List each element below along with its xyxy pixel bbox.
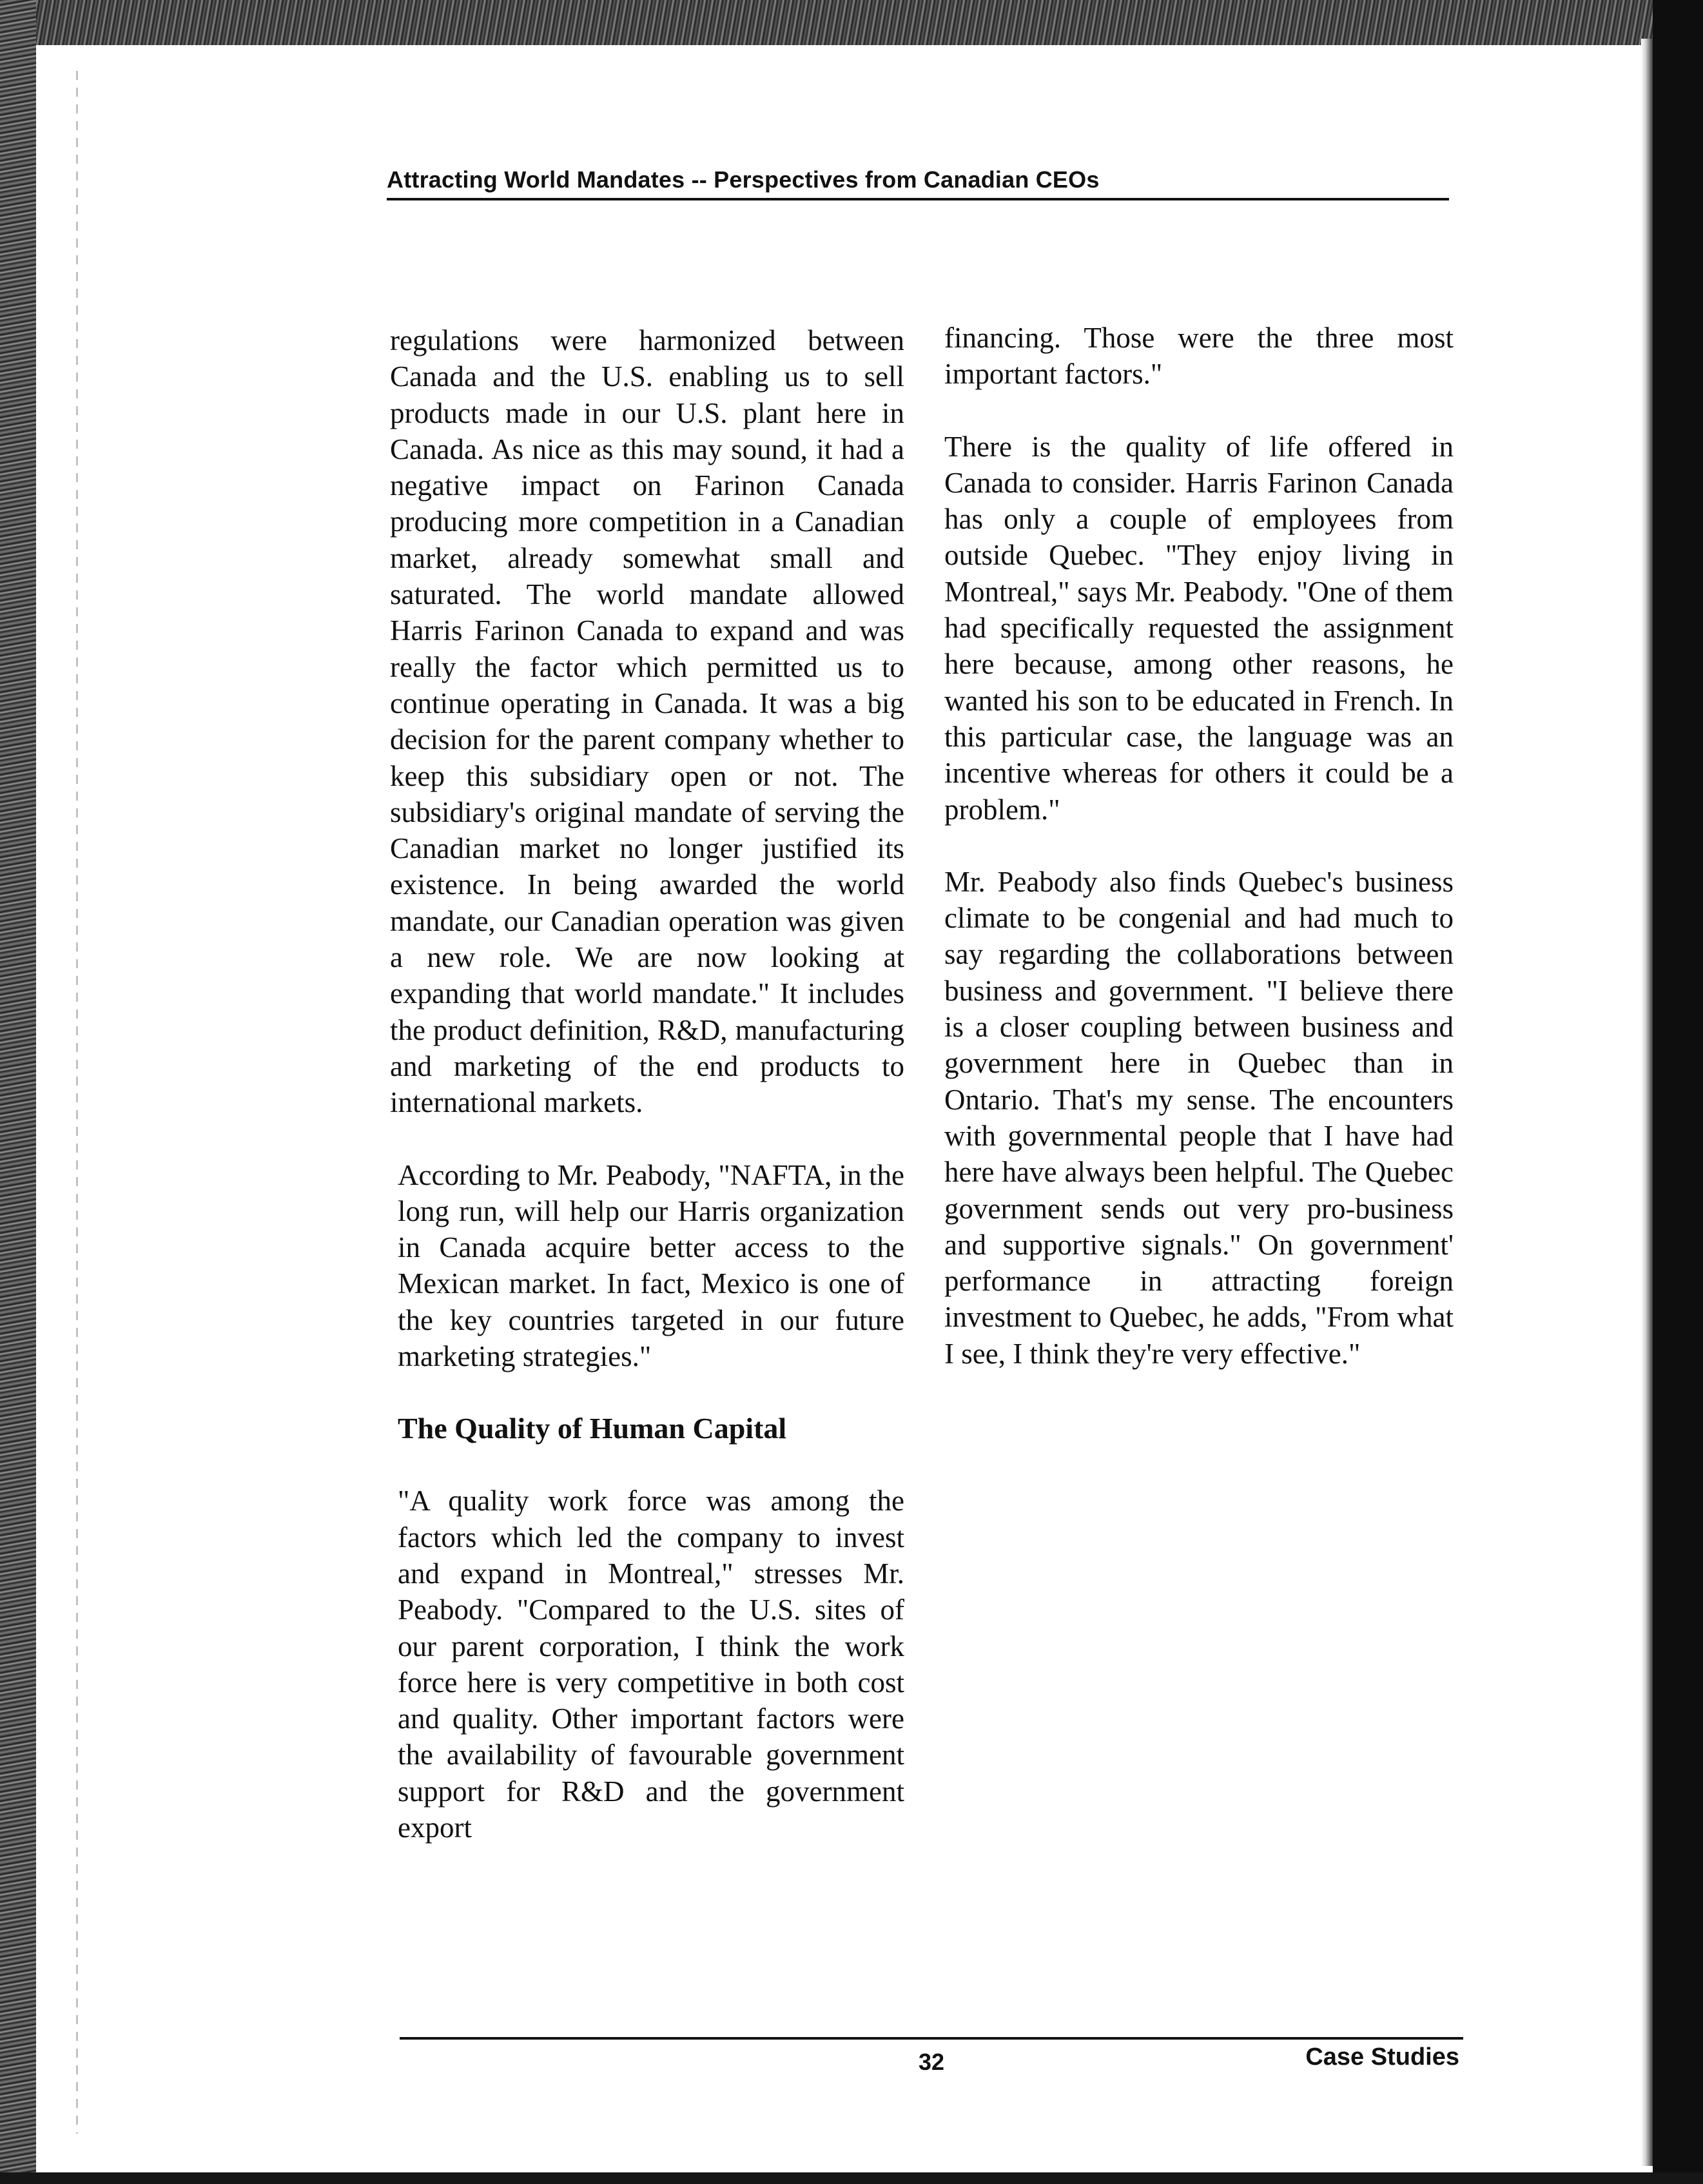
left-paragraph-2: According to Mr. Peabody, "NAFTA, in the long run, will help our Harris organization in Canada acquire better access to the Mexican market. In fact, Mexico is one of the key countries targeted in our future marketing strategies." — [398, 1158, 904, 1373]
scan-border-left — [0, 0, 36, 2184]
section-heading: The Quality of Human Capital — [398, 1412, 787, 1445]
right-paragraph-3: Mr. Peabody also finds Quebec's business climate to be congenial and had much to say regarding the collaborations between business and government. "I believe there is a closer coupling between business and government here in Quebec than in Ontario. That's my sense. The encounters with governmental people that I have had here have always been helpful. The Quebec government sends out very pro-business and supportive signals." On government' performance in attracting foreign investment to Quebec, he adds, "From what I see, I think they're very effective." — [944, 865, 1454, 1370]
left-paragraph-3: "A quality work force was among the factors which led the company to invest and expand in Montreal," stresses Mr. Peabody. "Compared to the U.S. sites of our parent corporation, I think the work force here is very competitive in both cost and quality. Other important factors were the availability of favourable government support for R&D and the government export — [398, 1485, 904, 1844]
page-edge-shadow — [1641, 39, 1653, 2166]
scan-border-right — [1653, 0, 1703, 2184]
running-header: Attracting World Mandates -- Perspectives from Canadian CEOs — [387, 166, 1100, 193]
left-paragraph-1: regulations were harmonized between Canada and the U.S. enabling us to sell products made in our U.S. plant here in Canada. As nice as this may sound, it had a negative impact on Farinon Canada producing more competition in a Canadian market, already somewhat small and saturated. The world mandate allowed Harris Farinon Canada to expand and was really the factor which permitted us to continue operating in Canada. It was a big decision for the parent company whether to keep this subsidiary open or not. The subsidiary's original mandate of serving the Canadian market no longer justified its existence. In being awarded the world mandate, our Canadian operation was given a new role. We are now looking at expanding that world mandate." It includes the product definition, R&D, manufacturing and marketing of the end products to international markets. — [390, 324, 904, 1119]
footer-section-name: Case Studies — [1305, 2043, 1459, 2071]
right-paragraph-1: financing. Those were the three most important factors." — [944, 322, 1454, 391]
left-column — [390, 322, 904, 1882]
left-indent-block — [390, 1157, 904, 1375]
left-indent-block-2 — [390, 1483, 904, 1846]
scan-border-bottom — [0, 2172, 1703, 2184]
page-fold-line — [76, 71, 78, 2134]
right-paragraph-2: There is the quality of life offered in Canada to consider. Harris Farinon Canada has only a couple of employees from outside Quebec. "They enjoy living in Montreal," says Mr. Peabody. "One of them had specifically requested the assignment here because, among other reasons, he wanted his son to be educated in French. In this particular case, the language was an incentive whereas for others it could be a problem." — [944, 430, 1454, 826]
page-number: 32 — [918, 2049, 945, 2075]
scan-border-top — [0, 0, 1703, 45]
right-column — [944, 320, 1454, 1408]
header-rule — [387, 198, 1449, 200]
footer-rule — [400, 2037, 1463, 2040]
